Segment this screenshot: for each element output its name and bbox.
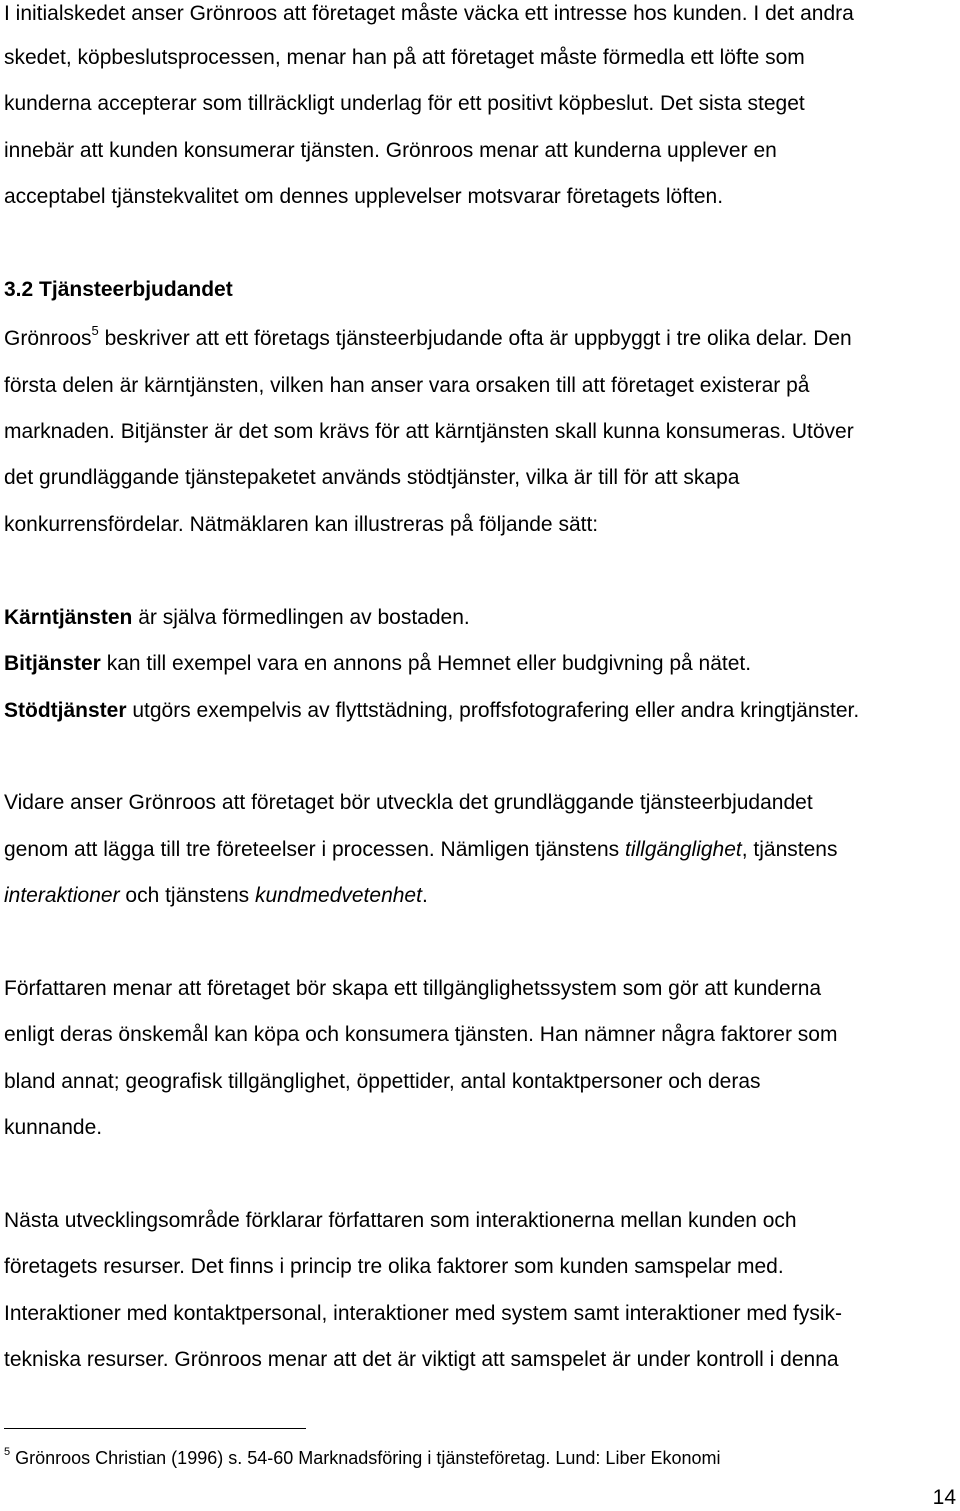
- footnote: [4, 1446, 721, 1470]
- paragraph-3-line-2: [4, 836, 838, 864]
- paragraph-1-line-3: kunderna accepterar som tillräckligt underlag för ett positivt köpbeslut. Det sista steget: [4, 92, 805, 115]
- term-karntjansten: Kärntjänsten: [4, 606, 133, 629]
- text-segment: genom att lägga till tre företeelser i processen. Nämligen tjänstens: [4, 838, 625, 861]
- definition-bitjanster: [4, 650, 751, 678]
- footnote-number: 5: [4, 1446, 11, 1458]
- emphasis-tillganglighet: tillgänglighet: [625, 838, 742, 861]
- paragraph-1-line-1: I initialskedet anser Grönroos att företaget måste väcka ett intresse hos kunden. I det andra: [4, 2, 854, 25]
- page-number: 14: [932, 1486, 956, 1509]
- paragraph-2-line-2: första delen är kärntjänsten, vilken han anser vara orsaken till att företaget existerar på: [4, 374, 810, 397]
- text-segment: , tjänstens: [741, 838, 838, 861]
- paragraph-4-line-1: Författaren menar att företaget bör skapa ett tillgänglighetssystem som gör att kunderna: [4, 977, 822, 1000]
- paragraph-5-line-1: Nästa utvecklingsområde förklarar författaren som interaktionerna mellan kunden och: [4, 1209, 797, 1232]
- paragraph-5-line-4: tekniska resurser. Grönroos menar att det är viktigt att samspelet är under kontroll i denna: [4, 1348, 839, 1371]
- definition-text: utgörs exempelvis av flyttstädning, proffsfotografering eller andra kringtjänster.: [126, 699, 860, 722]
- paragraph-1-line-2: skedet, köpbeslutsprocessen, menar han på att företaget måste förmedla ett löfte som: [4, 46, 805, 69]
- emphasis-kundmedvetenhet: kundmedvetenhet: [254, 884, 422, 907]
- paragraph-3-line-1: Vidare anser Grönroos att företaget bör utveckla det grundläggande tjänsteerbjudandet: [4, 791, 813, 814]
- text-segment: och tjänstens: [119, 884, 255, 907]
- paragraph-4-line-4: kunnande.: [4, 1116, 103, 1139]
- paragraph-2-line-1-text: beskriver att ett företags tjänsteerbjudande ofta är uppbyggt i tre olika delar. Den: [98, 327, 852, 350]
- footnote-reference[interactable]: 5: [91, 323, 99, 338]
- term-bitjanster: Bitjänster: [4, 652, 101, 675]
- section-heading: 3.2 Tjänsteerbjudandet: [4, 278, 233, 301]
- emphasis-interaktioner: interaktioner: [4, 884, 120, 907]
- definition-stodtjanster: [4, 697, 859, 725]
- footnote-text: Grönroos Christian (1996) s. 54-60 Marknadsföring i tjänsteföretag. Lund: Liber Ekonomi: [10, 1448, 721, 1468]
- paragraph-2-line-1: [4, 325, 852, 353]
- paragraph-2-line-3: marknaden. Bitjänster är det som krävs för att kärntjänsten skall kunna konsumeras. Utöver: [4, 420, 854, 443]
- paragraph-1-line-4: innebär att kunden konsumerar tjänsten. Grönroos menar att kunderna upplever en: [4, 139, 777, 162]
- paragraph-2-line-5: konkurrensfördelar. Nätmäklaren kan illustreras på följande sätt:: [4, 513, 599, 536]
- definition-text: är själva förmedlingen av bostaden.: [132, 606, 470, 629]
- text-segment: .: [421, 884, 428, 907]
- definition-text: kan till exempel vara en annons på Hemnet eller budgivning på nätet.: [100, 652, 752, 675]
- footnote-divider: [4, 1428, 306, 1429]
- paragraph-4-line-3: bland annat; geografisk tillgänglighet, öppettider, antal kontaktpersoner och deras: [4, 1070, 761, 1093]
- paragraph-3-line-3: [4, 882, 428, 910]
- paragraph-2-line-4: det grundläggande tjänstepaketet används stödtjänster, vilka är till för att skapa: [4, 466, 740, 489]
- paragraph-1-line-5: acceptabel tjänstekvalitet om dennes upplevelser motsvarar företagets löften.: [4, 185, 724, 208]
- author-name: Grönroos: [4, 327, 92, 350]
- term-stodtjanster: Stödtjänster: [4, 699, 127, 722]
- paragraph-4-line-2: enligt deras önskemål kan köpa och konsumera tjänsten. Han nämner några faktorer som: [4, 1023, 838, 1046]
- definition-karntjansten: [4, 604, 470, 632]
- paragraph-5-line-3: Interaktioner med kontaktpersonal, interaktioner med system samt interaktioner med fysik-: [4, 1302, 843, 1325]
- paragraph-5-line-2: företagets resurser. Det finns i princip tre olika faktorer som kunden samspelar med.: [4, 1255, 784, 1278]
